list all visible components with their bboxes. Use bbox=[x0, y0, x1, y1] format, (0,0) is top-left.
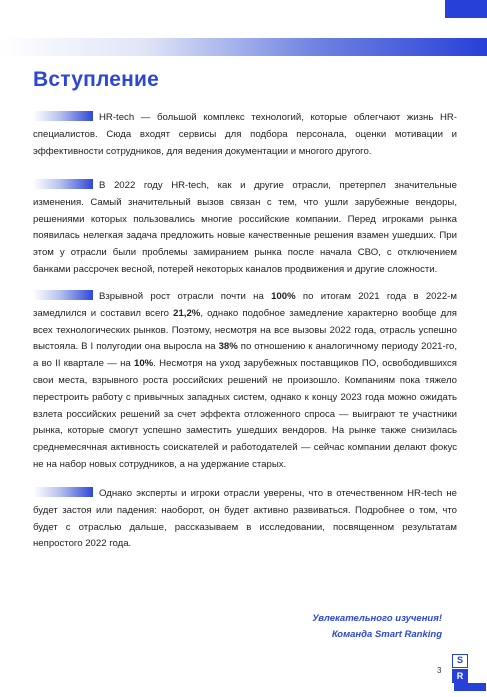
paragraph-text: Взрывной рост отрасли почти на bbox=[99, 291, 272, 302]
paragraph-marker bbox=[33, 179, 93, 189]
closing-signature bbox=[312, 611, 442, 643]
paragraph-text: , однако подобное замедление характерно вообще для всех технологических рынков. Поэтому, несмотря на все вызовы 2022 года, отрасль успешно выстояла. В I полугодии она выросла на bbox=[33, 307, 457, 353]
header-corner-block bbox=[445, 0, 487, 18]
logo-base bbox=[454, 683, 486, 691]
paragraph-text: В 2022 году HR-tech, как и другие отрасли, претерпел значительные изменения. Самый значительный вызов связан с тем, что ушли зарубежные вендоры, решениями которых пользовались многие российские компании. Перед игроками рынка появилась нелегкая задача предложить новые качественные решения взамен ушедших. При этом у отрасли были проблемы замиранием рынка после начала СВО, с отключением банками рассрочек весной, потерей некоторых каналов продвижения и другие сложности. bbox=[33, 180, 457, 275]
paragraph-marker bbox=[33, 487, 93, 497]
paragraph-text: Однако эксперты и игроки отрасли уверены, что в отечественном HR-tech не будет застоя или падения: наоборот, он будет активно развиваться. Подробнее о том, что будет с отраслью дальше, рассказываем в исследовании, посвященном результатам непростого 2022 года. bbox=[33, 488, 457, 550]
paragraph-text: по итогам 2021 года в 2022-м замедлился и составил всего bbox=[33, 291, 457, 319]
paragraph-intro bbox=[33, 110, 457, 160]
paragraph-text: HR-tech — большой комплекс технологий, которые облегчают жизнь HR-специалистов. Сюда входят сервисы для подбора персонала, оценки мотивации и эффективности сотрудников, для ведения документации и многого другого. bbox=[33, 112, 457, 157]
page-title: Вступление bbox=[33, 68, 160, 91]
header-gradient-bar bbox=[0, 38, 487, 56]
paragraph-marker bbox=[33, 290, 93, 300]
paragraph-changes bbox=[33, 178, 457, 279]
logo-letter-s: S bbox=[452, 654, 468, 668]
paragraph-marker bbox=[33, 111, 93, 121]
growth-value-2021: 100% bbox=[271, 291, 296, 302]
logo-letter-r: R bbox=[452, 669, 468, 683]
smart-ranking-logo bbox=[452, 654, 468, 690]
paragraph-text: . Несмотря на уход зарубежных поставщиков ПО, освободившихся свои места, взрывного роста российских решений не произошло. Компаниям пока тяжело перестроить работу с привычных западных систем, однако к концу 2023 года можно ожидать взлета российских решений за счет эффекта отложенного спроса — выиграют те участники рынка, которые смогут успешно заместить ушедших вендоров. На рынке также снизилась среднемесячная активность соискателей и работодателей — сейчас компании делают фокус не на набор новых сотрудников, а на удержание старых. bbox=[33, 358, 457, 470]
paragraph-text: по отношению к аналогичному периоду 2021-го, а во II квартале — на bbox=[33, 341, 457, 370]
paragraph-growth bbox=[33, 289, 457, 474]
growth-value-h1: 38% bbox=[218, 341, 238, 353]
page-number: 3 bbox=[437, 666, 442, 675]
paragraph-outlook bbox=[33, 486, 457, 553]
closing-greeting: Увлекательного изучения! bbox=[312, 613, 442, 624]
closing-team: Команда Smart Ranking bbox=[331, 629, 442, 640]
growth-value-q2: 10% bbox=[134, 358, 154, 370]
growth-value-2022: 21,2% bbox=[173, 307, 201, 319]
